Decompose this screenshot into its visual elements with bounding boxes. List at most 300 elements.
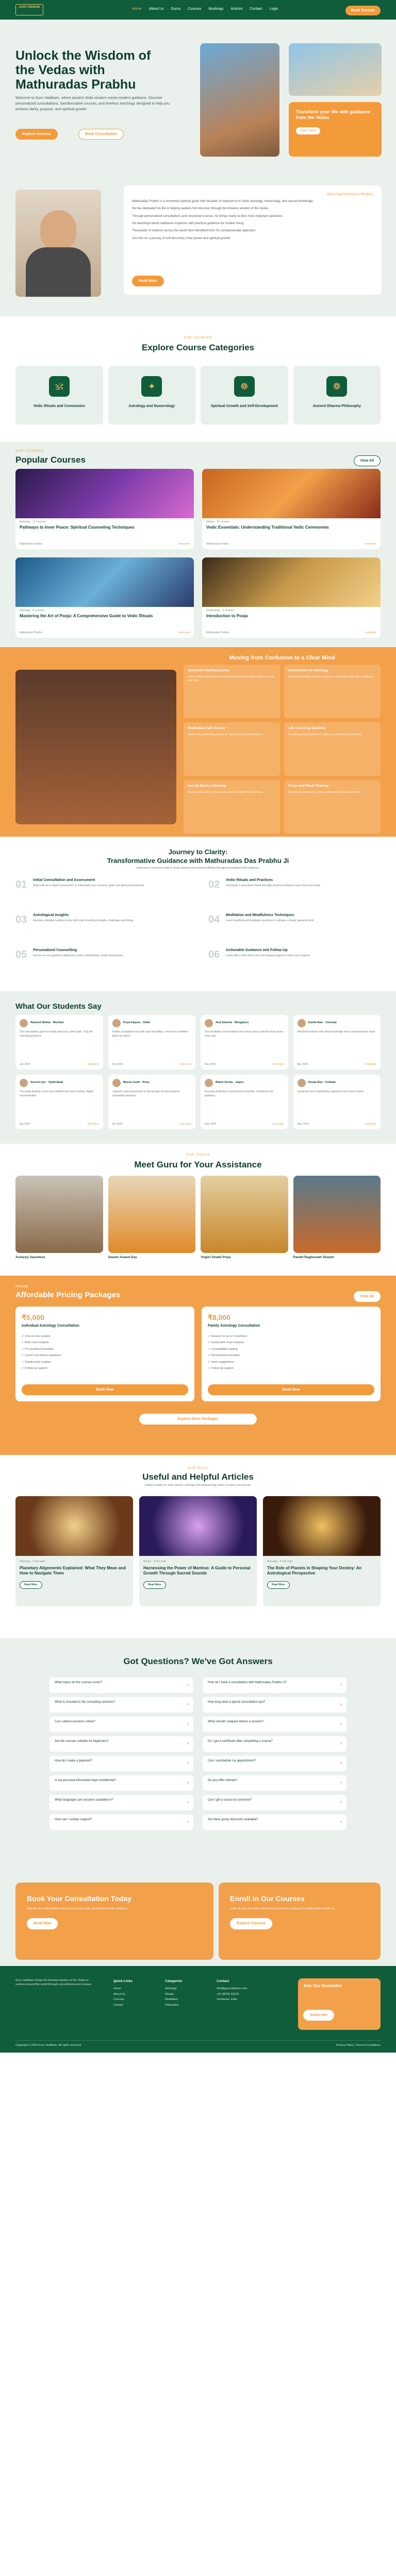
step-number: 04	[208, 914, 220, 925]
read-article-button[interactable]: Read More	[267, 1581, 290, 1589]
guru-card[interactable]	[293, 1176, 381, 1260]
faq-question: Are there group discounts available?	[208, 1818, 258, 1821]
guru-photo	[15, 1176, 103, 1253]
cta-section	[0, 1879, 396, 1966]
footer-heading: Categories	[165, 1979, 183, 1983]
testimonial-card	[201, 1075, 288, 1129]
category-card[interactable]	[108, 366, 196, 425]
student-name-text: Meena Joshi	[123, 1081, 140, 1084]
course-card[interactable]	[202, 557, 381, 638]
faq-item[interactable]	[203, 1756, 346, 1771]
book-session-button[interactable]: Book Session	[345, 6, 381, 15]
faq-item[interactable]	[203, 1697, 346, 1713]
promo-title: Transform your life with guidance from the Vedas	[296, 109, 371, 121]
testimonial-footer	[112, 1063, 192, 1066]
faq-question: Can I gift a course to someone?	[208, 1799, 252, 1802]
journey-section	[0, 837, 396, 991]
section-title: What Our Students Say	[15, 1002, 102, 1011]
course-title: Mastering the Art of Pooja: A Comprehensive Guide to Vedic Rituals	[20, 613, 153, 618]
faq-question: What languages are sessions available in?	[55, 1799, 113, 1802]
avatar	[20, 1019, 28, 1027]
read-article-button[interactable]: Read More	[20, 1581, 42, 1589]
faq-section	[0, 1638, 396, 1879]
nav-gurus[interactable]: Gurus	[171, 7, 181, 11]
offering-title: Introduction to Astrology	[288, 669, 328, 672]
step-desc: Learn breathing and meditation practices to cultivate a steady, peaceful mind.	[226, 919, 315, 923]
step-desc: Leave with a clear action plan and ongoing support to track your progress.	[226, 954, 310, 958]
journey-title: Journey to Clarity:	[168, 848, 228, 856]
course-image	[202, 469, 381, 518]
about-para: Join him on a journey of self-discovery, inner peace and spiritual growth.	[132, 236, 231, 240]
student-name: Anil Sharma · Bengaluru	[216, 1021, 249, 1024]
category-name: Astrology and Numerology	[128, 404, 175, 408]
offering-title: Sacred Mantra Chanting	[188, 784, 226, 788]
offering-desc: Learn holistic healing practices rooted in ancient Ayurvedic tradition for body and mind.	[188, 675, 275, 683]
testimonial-date: May 2024	[205, 1123, 216, 1126]
rating-stars: ★★★★★	[179, 1063, 191, 1066]
om-icon: 🕉	[49, 376, 70, 397]
section-title: Useful and Helpful Articles	[142, 1472, 254, 1482]
rating-stars: ★★★★★	[87, 1123, 99, 1126]
category-card[interactable]	[15, 366, 103, 425]
plus-icon: +	[339, 1741, 342, 1746]
course-card[interactable]	[15, 557, 194, 638]
student-name: Meena Joshi · Pune	[123, 1081, 150, 1084]
rating-stars: ★★★★★	[272, 1123, 284, 1126]
gurus-section	[0, 1144, 396, 1276]
course-footer	[206, 543, 376, 546]
student-name-text: Suresh Iyer	[30, 1081, 46, 1084]
avatar	[112, 1019, 121, 1027]
rating-stars: ★★★★★	[365, 543, 376, 546]
course-footer	[20, 543, 190, 546]
journey-title-2: Transformative Guidance with Mathuradas Das Prabhu Ji	[107, 856, 289, 865]
guru-card[interactable]	[108, 1176, 196, 1260]
student-name: Priya Kapoor · Delhi	[123, 1021, 151, 1024]
article-card[interactable]	[15, 1496, 133, 1606]
nav-bookings[interactable]: Bookings	[208, 7, 224, 11]
student-name: Suresh Iyer · Hyderabad	[30, 1081, 63, 1084]
course-meta: Astrology · 12 Lessons	[20, 520, 46, 523]
plus-icon: +	[339, 1780, 342, 1785]
book-consultation-button[interactable]: Book Consultation	[78, 129, 124, 140]
explore-packages-button[interactable]: Explore More Packages	[139, 1414, 257, 1425]
avatar	[205, 1079, 213, 1087]
testimonial-footer	[20, 1123, 99, 1126]
pricing-card	[15, 1307, 194, 1401]
faq-item[interactable]	[50, 1756, 193, 1771]
plan-feature: ✓ One-on-one session	[22, 1333, 188, 1340]
step-number: 03	[15, 914, 27, 925]
nav-about[interactable]: About Us	[148, 7, 164, 11]
book-plan-button[interactable]: Book Now	[22, 1384, 188, 1395]
journey-step	[15, 878, 188, 909]
category-name: Vedic Rituals and Ceremonies	[33, 404, 85, 408]
section-tag: OUR BLOG	[188, 1467, 208, 1470]
testimonial-date: May 2024	[297, 1123, 309, 1126]
footer-link[interactable]: Courses	[113, 1998, 124, 2002]
student-name-text: Deepa Rao	[308, 1081, 323, 1084]
article-title: Harnessing the Power of Mantras: A Guide to Personal Growth Through Sacred Sounds	[143, 1565, 251, 1575]
portrait-body	[26, 247, 91, 297]
article-meta: Mantra · 4 min read	[143, 1560, 166, 1563]
faq-item[interactable]	[203, 1795, 346, 1810]
copyright: Copyright © 2024 Guru Vaidikam. All rights reserved.	[15, 2043, 82, 2047]
testimonial-footer	[205, 1063, 284, 1066]
testimonial-text: A peaceful and enlightening experience from start to finish.	[297, 1090, 365, 1093]
offering-card[interactable]	[184, 722, 280, 776]
offering-title: Meditation Path Course	[188, 726, 225, 730]
offering-desc: Understand planets, houses and signs to read birth charts with confidence.	[288, 675, 374, 679]
article-image	[263, 1496, 381, 1556]
faq-item[interactable]	[50, 1815, 193, 1830]
course-footer	[20, 631, 190, 635]
footer-link[interactable]: Contact	[113, 2003, 123, 2007]
plan-name: Individual Astrology Consultation	[22, 1324, 79, 1328]
about-para: Through personalized consultations and structured courses, he brings clarity to life's most important questions.	[132, 214, 284, 218]
course-image	[15, 469, 194, 518]
faq-question: Can I attend sessions online?	[55, 1720, 95, 1723]
view-all-pricing-button[interactable]: View All	[354, 1291, 381, 1302]
testimonial-date: Mar 2024	[297, 1063, 308, 1066]
article-card[interactable]	[263, 1496, 381, 1606]
rating-stars: ★★★★★	[365, 631, 376, 635]
footer-heading: Contact	[217, 1979, 229, 1983]
footer-bottom	[15, 2040, 381, 2047]
category-name: Ancient Dharma Philosophy	[312, 404, 361, 408]
faq-question: Do you offer refunds?	[208, 1779, 238, 1782]
testimonial-card	[293, 1015, 381, 1070]
section-title: Affordable Pricing Packages	[15, 1291, 121, 1299]
hero-lead: Welcome to Guru Vaidikam, where ancient Vedic wisdom meets modern guidance. Discover personalized consultations, transformative courses, and timeless teachings designed to help you achieve clarity, purpose, and spiritual growth.	[15, 96, 170, 111]
plus-icon: +	[186, 1819, 189, 1824]
journey-step	[208, 878, 381, 909]
faq-question: Are the courses suitable for beginners?	[55, 1740, 109, 1743]
cta-text: Learn at your own pace with structured courses designed by Mathuradas Prabhu Ji.	[230, 1907, 335, 1910]
guru-portrait	[15, 190, 101, 297]
category-card[interactable]	[201, 366, 288, 425]
testimonial-card	[15, 1075, 103, 1129]
hero-image-sky	[289, 43, 382, 96]
footer-description: Guru Vaidikam brings the timeless wisdom of the Vedas to seekers around the world through consultations and courses.	[15, 1979, 92, 1987]
footer-link[interactable]: Astrology	[165, 1987, 177, 1991]
faq-item[interactable]	[50, 1795, 193, 1810]
plan-feature: ✓ Follow-up support	[22, 1365, 188, 1371]
category-card[interactable]	[293, 366, 381, 425]
cta-explore-button[interactable]: Explore Courses	[230, 1918, 272, 1929]
faq-item[interactable]	[203, 1815, 346, 1830]
dancer-image	[15, 670, 176, 824]
book-plan-button[interactable]: Book Now	[208, 1384, 374, 1395]
rating-stars: ★★★★★	[272, 1063, 284, 1066]
section-tag: OUR GURUS	[186, 1154, 210, 1157]
cta-title: Enroll in Our Courses	[230, 1894, 305, 1903]
pricing-section	[0, 1276, 396, 1455]
about-para: Thousands of students across the world have benefited from his compassionate approach.	[132, 229, 256, 233]
course-grid	[15, 469, 381, 638]
testimonial-card	[201, 1015, 288, 1070]
article-title: Planetary Alignments Explained: What They Mean and How to Navigate Them	[20, 1565, 126, 1575]
rating-stars: ★★★★★	[87, 1063, 99, 1066]
section-title: Moving from Confusion to a Clear Mind	[229, 655, 335, 661]
testimonial-text: The pooja training course was detailed and easy to follow. Highly recommended.	[20, 1090, 94, 1097]
step-desc: Receive a detailed reading of your birth chart revealing strengths, challenges and timing.	[33, 919, 134, 923]
step-desc: Get one-on-one guidance addressing career, relationships, health and purpose.	[33, 954, 124, 958]
guru-photo	[201, 1176, 288, 1253]
plan-feature: ✓ Family birth chart analysis	[208, 1340, 374, 1346]
articles-section	[0, 1455, 396, 1638]
student-name: Ramesh Mehta · Mumbai	[30, 1021, 64, 1024]
faq-question: How can I contact support?	[55, 1818, 92, 1821]
avatar	[298, 1079, 306, 1087]
plus-icon: +	[339, 1760, 342, 1766]
section-subtitle: Experience a structured path to clarity, purpose and spiritual fulfilment through personalized Vedic guidance.	[136, 867, 260, 870]
avatar	[112, 1079, 121, 1087]
cta-title: Book Your Consultation Today	[27, 1894, 131, 1903]
plus-icon: +	[339, 1819, 342, 1824]
hero-image-meditation	[200, 43, 279, 157]
site-footer	[0, 1966, 396, 2053]
footer-link[interactable]: About Us	[113, 1992, 125, 1996]
portrait-face	[40, 210, 76, 251]
testimonial-date: Apr 2024	[112, 1123, 123, 1126]
plus-icon: +	[186, 1721, 189, 1726]
student-name-text: Rahul Verma	[216, 1081, 233, 1084]
testimonial-footer	[112, 1123, 192, 1126]
student-name-text: Ramesh Mehta	[30, 1021, 51, 1024]
faq-question: What should I prepare before a session?	[208, 1720, 264, 1723]
about-para: His teachings blend traditional scriptures with practical guidance for modern living.	[132, 222, 244, 225]
footer-column	[165, 1978, 183, 2008]
journey-step	[208, 948, 381, 979]
nav-articles[interactable]: Articles	[230, 7, 243, 11]
faq-question: What is included in the consulting sessions?	[55, 1701, 116, 1704]
categories-section	[0, 316, 396, 442]
plan-features	[22, 1333, 188, 1372]
step-number: 06	[208, 949, 220, 960]
avatar	[298, 1019, 306, 1027]
faq-item[interactable]	[203, 1775, 346, 1791]
student-name-text: Kavita Nair	[308, 1021, 323, 1024]
offering-card[interactable]	[284, 780, 381, 834]
article-title: The Role of Planets in Shaping Your Destiny: An Astrological Perspective	[267, 1565, 362, 1575]
journey-step	[15, 913, 188, 944]
article-meta: Astrology · 5 min read	[20, 1560, 45, 1563]
subscribe-button[interactable]: Subscribe	[303, 2010, 334, 2021]
avatar	[205, 1019, 213, 1027]
offering-card[interactable]	[184, 665, 280, 718]
course-author: Mathuradas Prabhu	[20, 543, 42, 546]
legal-links[interactable]: Privacy Policy | Terms & Conditions	[336, 2043, 381, 2047]
faq-item[interactable]	[50, 1775, 193, 1791]
lotus-icon: ❁	[326, 376, 347, 397]
rating-stars: ★★★★★	[365, 1063, 376, 1066]
course-title: Pathways to Inner Peace: Spiritual Counseling Techniques	[20, 524, 135, 530]
footer-contact[interactable]: info@guruvaidikam.com	[217, 1987, 248, 1991]
testimonial-grid	[15, 1015, 381, 1129]
course-author: Mathuradas Prabhu	[20, 631, 42, 635]
guru-card[interactable]	[15, 1176, 103, 1260]
category-list	[15, 366, 381, 425]
footer-link[interactable]: Home	[113, 1987, 121, 1991]
testimonial-text: Wonderful teacher with deep knowledge and a compassionate heart.	[297, 1030, 376, 1033]
testimonial-date: Apr 2024	[20, 1123, 30, 1126]
plan-feature: ✓ Birth chart analysis	[22, 1340, 188, 1346]
guru-grid	[15, 1176, 381, 1260]
student-location: Kolkata	[325, 1081, 336, 1084]
offering-desc: Step-by-step training to perform traditional ceremonies at home.	[288, 790, 361, 794]
cta-book-button[interactable]: Book Now	[27, 1918, 58, 1929]
guru-name: Yogini Shakti Priya	[201, 1256, 231, 1259]
offering-card[interactable]	[284, 722, 381, 776]
testimonials-section	[0, 991, 396, 1144]
article-card[interactable]	[139, 1496, 257, 1606]
plan-feature: ✓ Vastu suggestions	[208, 1359, 374, 1365]
course-author: Mathuradas Prabhu	[206, 543, 229, 546]
faq-question: How do I make a payment?	[55, 1759, 93, 1762]
course-title: Vedic Essentials: Understanding Traditional Vedic Ceremonies	[206, 524, 329, 530]
pricing-grid	[15, 1307, 381, 1401]
student-location: Delhi	[143, 1021, 151, 1024]
offering-card[interactable]	[284, 665, 381, 718]
nav-login[interactable]: Login	[269, 7, 278, 11]
course-card[interactable]	[15, 469, 194, 549]
section-tag: PRICING	[15, 1285, 29, 1289]
plus-icon: +	[186, 1741, 189, 1746]
guru-photo	[108, 1176, 196, 1253]
step-title: Actionable Guidance and Follow-Up	[226, 948, 288, 952]
explore-courses-button[interactable]: Explore Courses	[15, 129, 58, 140]
faq-question: How do I book a consultation with Mathuradas Prabhu Ji?	[208, 1681, 287, 1684]
read-more-button[interactable]: Read More	[132, 276, 164, 286]
offering-grid	[184, 665, 381, 834]
plus-icon: +	[186, 1702, 189, 1707]
section-title: Got Questions? We've Got Answers	[123, 1656, 273, 1666]
guru-card[interactable]	[201, 1176, 288, 1260]
testimonial-card	[293, 1075, 381, 1129]
footer-column	[217, 1978, 247, 2003]
about-card	[124, 185, 382, 295]
step-title: Vedic Rituals and Practices	[226, 878, 273, 882]
step-number: 05	[15, 949, 27, 960]
testimonial-footer	[298, 1123, 377, 1126]
step-desc: Begin with an in-depth conversation to understand your concerns, goals and spiritual background.	[33, 884, 144, 888]
footer-link[interactable]: Philosophy	[165, 2003, 179, 2007]
main-nav	[132, 7, 278, 11]
nav-courses[interactable]: Courses	[188, 7, 202, 11]
faq-question: Is my personal information kept confidential?	[55, 1779, 116, 1782]
guru-name: Pandit Raghunath Shastri	[293, 1256, 334, 1259]
journey-steps	[15, 878, 381, 979]
nav-contact[interactable]: Contact	[250, 7, 262, 11]
course-meta: Numerology · 6 Lessons	[206, 609, 235, 612]
course-author: Mathuradas Prabhu	[206, 631, 229, 635]
rating-stars: ★★★★★	[365, 1123, 376, 1126]
site-logo[interactable]: GURU VAIDIKAM	[15, 4, 43, 15]
testimonial-text: Prabhu Ji explained my birth chart beautifully. I feel more confident about my future.	[112, 1030, 188, 1038]
footer-column	[113, 1978, 133, 2008]
faq-item[interactable]	[203, 1717, 346, 1732]
plus-icon: +	[186, 1682, 189, 1687]
testimonial-date: Feb 2024	[112, 1063, 123, 1066]
student-name-text: Anil Sharma	[216, 1021, 233, 1024]
student-location: Pune	[142, 1081, 150, 1084]
step-title: Initial Consultation and Assessment	[33, 878, 95, 882]
plus-icon: +	[339, 1721, 342, 1726]
category-name: Spiritual Growth and Self-Development	[210, 404, 278, 408]
promo-learn-more-link[interactable]: Learn More	[296, 127, 320, 134]
step-title: Meditation and Mindfulness Techniques	[226, 913, 294, 917]
footer-contact[interactable]: +91 98765 43210	[217, 1992, 239, 1996]
footer-link[interactable]: Meditation	[165, 1998, 178, 2002]
plus-icon: +	[339, 1702, 342, 1707]
footer-link[interactable]: Rituals	[165, 1992, 174, 1996]
testimonial-text: Accurate predictions and practical remedies. Grateful for the guidance.	[205, 1090, 274, 1097]
faq-item[interactable]	[50, 1677, 193, 1693]
course-title: Introduction to Pooja	[206, 613, 248, 618]
step-title: Personalized Counselling	[33, 948, 77, 952]
offering-title: Ayurvedic Healing Course	[188, 669, 229, 672]
testimonial-date: Jan 2024	[20, 1063, 30, 1066]
rating-stars: ★★★★★	[178, 543, 190, 546]
testimonial-card	[15, 1015, 103, 1070]
faq-item[interactable]	[50, 1717, 193, 1732]
faq-item[interactable]	[50, 1736, 193, 1752]
plan-feature: ✓ Relationship insights	[22, 1359, 188, 1365]
star-icon: ✦	[141, 376, 162, 397]
student-name: Kavita Nair · Chennai	[308, 1021, 337, 1024]
view-all-courses-button[interactable]: View All	[354, 455, 381, 466]
faq-item[interactable]	[203, 1736, 346, 1752]
plan-price: ₹5,000	[22, 1313, 44, 1321]
article-meta: Astrology · 6 min read	[267, 1560, 292, 1563]
nav-home[interactable]: Home	[132, 7, 142, 11]
step-title: Astrological Insights	[33, 913, 69, 917]
plan-feature: ✓ Career and finance guidance	[22, 1353, 188, 1359]
newsletter-title: Join Our Newsletter	[303, 1984, 342, 1988]
transformation-section	[0, 647, 396, 837]
faq-question: Can I reschedule my appointment?	[208, 1759, 256, 1762]
about-para: He has dedicated his life to helping seekers find direction through the timeless wisdom of the Vedas.	[132, 207, 269, 211]
testimonial-card	[108, 1015, 196, 1070]
testimonial-date: Mar 2024	[205, 1063, 216, 1066]
footer-heading: Quick Links	[113, 1979, 133, 1983]
guru-name: Acharya Vasudeva	[15, 1256, 45, 1259]
section-title: Popular Courses	[15, 455, 86, 465]
course-image	[15, 557, 194, 607]
student-location: Hyderabad	[48, 1081, 63, 1084]
course-meta: Rituals · 10 Lessons	[206, 520, 230, 523]
offering-desc: Discover the power of sound and vibration through Vedic mantras.	[188, 790, 263, 794]
course-card[interactable]	[202, 469, 381, 549]
faq-item[interactable]	[203, 1677, 346, 1693]
faq-item[interactable]	[50, 1697, 193, 1713]
offering-card[interactable]	[184, 780, 280, 834]
plan-name: Family Astrology Consultation	[208, 1324, 260, 1328]
student-location: Mumbai	[53, 1021, 64, 1024]
student-name: Deepa Rao · Kolkata	[308, 1081, 336, 1084]
step-number: 02	[208, 879, 220, 890]
plan-feature: ✓ Session for up to 4 members	[208, 1333, 374, 1340]
plan-feature: ✓ Compatibility reading	[208, 1346, 374, 1352]
hero-section	[0, 20, 396, 316]
newsletter-box	[298, 1978, 381, 2030]
read-article-button[interactable]: Read More	[143, 1581, 166, 1589]
about-para: Mathuradas Prabhu is a renowned spiritual guide with decades of experience in Vedic astrology, numerology, and sacred knowledge.	[132, 200, 314, 204]
wheel-icon: ☸	[234, 376, 255, 397]
faq-question: Do I get a certificate after completing a course?	[208, 1740, 273, 1743]
course-meta: Astrology · 8 Lessons	[20, 609, 45, 612]
